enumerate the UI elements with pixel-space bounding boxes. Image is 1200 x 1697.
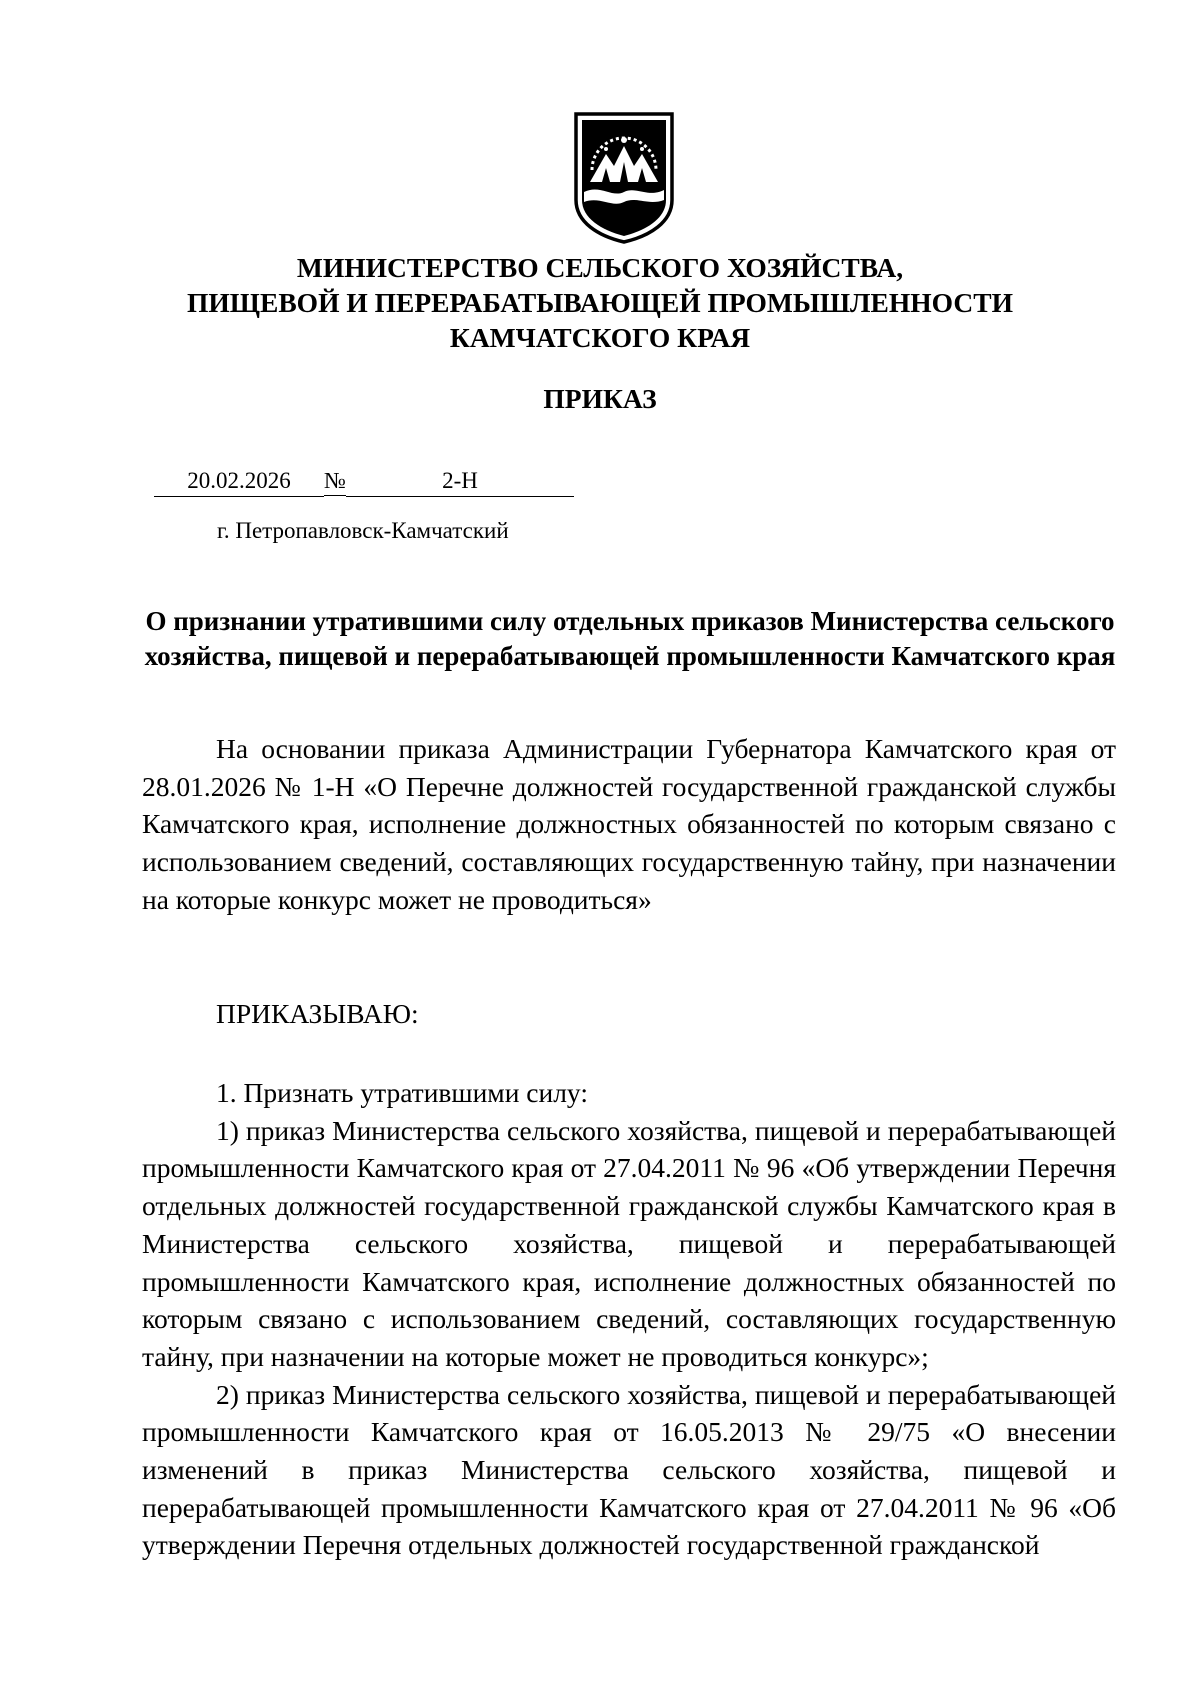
- item-1: 1. Признать утратившими силу:: [216, 1077, 588, 1108]
- ministry-name-line-1: МИНИСТЕРСТВО СЕЛЬСКОГО ХОЗЯЙСТВА,: [296, 252, 904, 283]
- order-date-number-row: [154, 467, 574, 497]
- order-date: 20.02.2026: [154, 467, 324, 497]
- kamchatka-coat-of-arms-icon: [572, 108, 676, 244]
- order-city: г. Петропавловск-Камчатский: [217, 518, 509, 543]
- directive-heading: ПРИКАЗЫВАЮ:: [216, 998, 419, 1029]
- preamble-block: [142, 730, 1116, 919]
- order-title: ПРИКАЗ: [543, 383, 657, 414]
- preamble-paragraph: На основании приказа Администрации Губернатора Камчатского края от 28.01.2026 № 1-Н «О Перечне должностей государственной гражданской службы Камчатского края, исполнение должностных обязанностей по которым связано с использованием сведений, составляющих государственную тайну, при назначении на которые конкурс может не проводиться»: [142, 733, 1116, 915]
- ministry-name-line-2: ПИЩЕВОЙ И ПЕРЕРАБАТЫВАЮЩЕЙ ПРОМЫШЛЕННОСТИ: [187, 287, 1013, 318]
- order-items: [142, 1074, 1116, 1564]
- order-subject: О признании утратившими силу отдельных приказов Министерства сельского хозяйства, пищевой и перерабатывающей промышленности Камчатского края: [144, 606, 1116, 671]
- item-1-2: 2) приказ Министерства сельского хозяйства, пищевой и перерабатывающей промышленности Камчатского края от 16.05.2013 № 29/75 «О внесении изменений в приказ Министерства сельского хозяйства, пищевой и перерабатывающей промышленности Камчатского края от 27.04.2011 № 96 «Об утверждении Перечня отдельных должностей государственной гражданской: [142, 1378, 1116, 1561]
- order-number: 2-Н: [346, 467, 574, 497]
- item-1-1: 1) приказ Министерства сельского хозяйства, пищевой и перерабатывающей промышленности Камчатского края от 27.04.2011 № 96 «Об утверждении Перечня отдельных должностей государственной гражданской службы Камчатского края в Министерства сельского хозяйства, пищевой и перерабатывающей промышленности Камчатского края, исполнение должностных обязанностей по которым связано с использованием сведений, составляющих государственную тайну, при назначении на которые может не проводиться конкурс»;: [142, 1114, 1116, 1372]
- ministry-name-line-3: КАМЧАТСКОГО КРАЯ: [449, 322, 751, 353]
- number-sign: №: [324, 467, 346, 496]
